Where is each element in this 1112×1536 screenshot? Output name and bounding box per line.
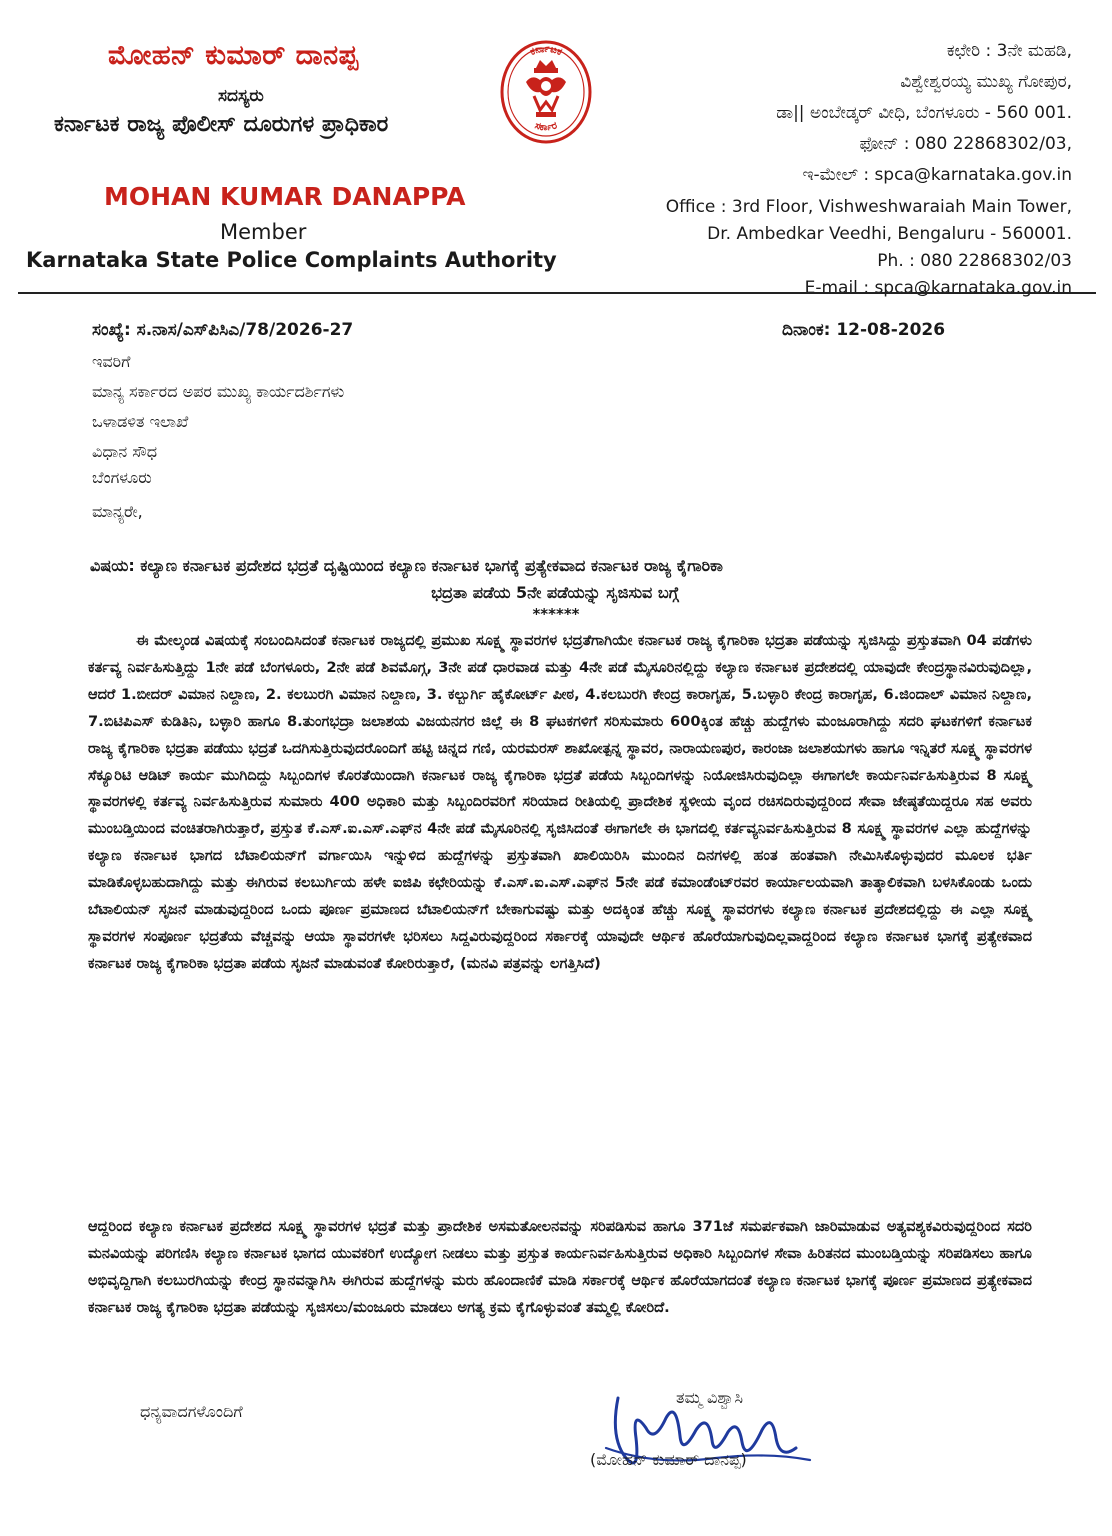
svg-text:ಸರ್ಕಾರ xyxy=(533,120,559,133)
recipient-line: ಮಾನ್ಯ ಸರ್ಕಾರದ ಅಪರ ಮುಖ್ಯ ಕಾರ್ಯದರ್ಶಿಗಳು xyxy=(92,382,345,401)
body-paragraph-1: ಈ ಮೇಲ್ಕಂಡ ವಿಷಯಕ್ಕೆ ಸಂಬಂದಿಸಿದಂತೆ ಕರ್ನಾಟಕ ರಾಜ್ಯದಲ್ಲಿ ಪ್ರಮುಖ ಸೂಕ್ಷ್ಮ ಸ್ಥಾವರಗಳ ಭದ್ರತೆಗಾಗಿಯೇ ಕರ್ನಾಟಕ ರಾಜ್ಯ ಕೈಗಾರಿಕಾ ಭದ್ರತಾ ಪಡೆಯನ್ನು ಸೃಜಿಸಿದ್ದು ಪ್ರಸ್ತುತವಾಗಿ 04 ಪಡೆಗಳು ಕರ್ತವ್ಯ ನಿರ್ವಹಿಸುತ್ತಿದ್ದು 1ನೇ ಪಡೆ ಬೆಂಗಳೂರು, 2ನೇ ಪಡೆ ಶಿವಮೊಗ್ಗ, 3ನೇ ಪಡೆ ಧಾರವಾಡ ಮತ್ತು 4ನೇ ಪಡೆ ಮೈಸೂರಿನಲ್ಲಿದ್ದು ಕಲ್ಯಾಣ ಕರ್ನಾಟಕ ಪ್ರದೇಶದಲ್ಲಿ ಯಾವುದೇ ಕೇಂದ್ರಸ್ಥಾನವಿರುವುದಿಲ್ಲಾ, ಆದರೆ 1.ಬೀದರ್ ವಿಮಾನ ನಿಲ್ದಾಣ, 2. ಕಲಬುರಗಿ ವಿಮಾನ ನಿಲ್ದಾಣ, 3. ಕಲ್ಬುರ್ಗಿ ಹೈಕೋರ್ಟ್ ಪೀಠ, 4.ಕಲಬುರಗಿ ಕೇಂದ್ರ ಕಾರಾಗೃಹ, 5.ಬಳ್ಳಾರಿ ಕೇಂದ್ರ ಕಾರಾಗೃಹ, 6.ಜಿಂದಾಲ್ ವಿಮಾನ ನಿಲ್ದಾಣ, 7.ಬಿಟಿಪಿಎಸ್ ಕುಡಿತಿನಿ, ಬಳ್ಳಾರಿ ಹಾಗೂ 8.ತುಂಗಭದ್ರಾ ಜಲಾಶಯ ವಿಜಯನಗರ ಜಿಲ್ಲೆ ಈ 8 ಘಟಕಗಳಿಗೆ ಸರಿಸುಮಾರು 600ಕ್ಕಿಂತ ಹೆಚ್ಚು ಹುದ್ದೆಗಳು ಮಂಜೂರಾಗಿದ್ದು ಸದರಿ ಘಟಕಗಳಿಗೆ ಕರ್ನಾಟಕ ರಾಜ್ಯ ಕೈಗಾರಿಕಾ ಭದ್ರತಾ ಪಡೆಯು ಭದ್ರತೆ ಒದಗಿಸುತ್ತಿರುವುದರೊಂದಿಗೆ ಹಟ್ಟಿ ಚಿನ್ನದ ಗಣಿ, ಯರಮರಸ್ ಶಾಖೋತ್ಪನ್ನ ಸ್ಥಾವರ, ನಾರಾಯಣಪುರ, ಕಾರಂಜಾ ಜಲಾಶಯಗಳು ಹಾಗೂ ಇನ್ನಿತರೆ ಸೂಕ್ಷ್ಮ ಸ್ಥಾವರಗಳ ಸೆಕ್ಯೂರಿಟಿ ಆಡಿಟ್ ಕಾರ್ಯ ಮುಗಿದಿದ್ದು ಸಿಬ್ಬಂದಿಗಳ ಕೊರತೆಯಿಂದಾಗಿ ಕರ್ನಾಟಕ ರಾಜ್ಯ ಕೈಗಾರಿಕಾ ಭದ್ರತೆ ಪಡೆಯ ಸಿಬ್ಬಂದಿಗಳನ್ನು ನಿಯೋಜಿಸಿರುವುದಿಲ್ಲಾ ಈಗಾಗಲೇ ಕಾರ್ಯನಿರ್ವಹಿಸುತ್ತಿರುವ 8 ಸೂಕ್ಷ್ಮ ಸ್ಥಾವರಗಳಲ್ಲಿ ಕರ್ತವ್ಯ ನಿರ್ವಹಿಸುತ್ತಿರುವ ಸುಮಾರು 400 ಅಧಿಕಾರಿ ಮತ್ತು ಸಿಬ್ಬಂದಿರವರಿಗೆ ಸರಿಯಾದ ರೀತಿಯಲ್ಲಿ ಪ್ರಾದೇಶಿಕ ಸ್ಥಳೀಯ ವೃಂದ ರಚಿಸದಿರುವುದ್ದರಿಂದ ಸೇವಾ ಜೇಷ್ಠತೆಯಿದ್ದರೂ ಸಹ ಅವರು ಮುಂಬಡ್ತಿಯಿಂದ ವಂಚಿತರಾಗಿರುತ್ತಾರೆ, ಪ್ರಸ್ತುತ ಕೆ.ಎಸ್.ಐ.ಎಸ್.ಎಫ್‌ನ 4ನೇ ಪಡೆ ಮೈಸೂರಿನಲ್ಲಿ ಸೃಜಿಸಿದಂತೆ ಈಗಾಗಲೇ ಈ ಭಾಗದಲ್ಲಿ ಕರ್ತವ್ಯನಿರ್ವಹಿಸುತ್ತಿರುವ 8 ಸೂಕ್ಷ್ಮ ಸ್ಥಾವರಗಳ ಎಲ್ಲಾ ಹುದ್ದೆಗಳನ್ನು ಕಲ್ಯಾಣ ಕರ್ನಾಟಕ ಭಾಗದ ಬೆಟಾಲಿಯನ್‌ಗೆ ವರ್ಗಾಯಿಸಿ ಇನ್ನುಳಿದ ಹುದ್ದೆಗಳನ್ನು ಪ್ರಸ್ತುತವಾಗಿ ಖಾಲಿಯಿರಿಸಿ ಮುಂದಿನ ದಿನಗಳಲ್ಲಿ ಹಂತ ಹಂತವಾಗಿ ನೇಮಿಸಿಕೊಳ್ಳುವುದರ ಮೂಲಕ ಭರ್ತಿ ಮಾಡಿಕೊಳ್ಳಬಹುದಾಗಿದ್ದು ಮತ್ತು ಈಗಿರುವ ಕಲಬುರ್ಗಿಯ ಹಳೇ ಐಜಿಪಿ ಕಛೇರಿಯನ್ನು ಕೆ.ಎಸ್.ಐ.ಎಸ್.ಎಫ್‌ನ 5ನೇ ಪಡೆ ಕಮಾಂಡೆಂಟ್‌ರವರ ಕಾರ್ಯಾಲಯವಾಗಿ ತಾತ್ಕಾಲಿಕವಾಗಿ ಬಳಸಿಕೊಂಡು ಒಂದು ಬೆಟಾಲಿಯನ್ ಸೃಜನೆ ಮಾಡುವುದ್ದರಿಂದ ಒಂದು ಪೂರ್ಣ ಪ್ರಮಾಣದ ಬೆಟಾಲಿಯನ್‌ಗೆ ಬೇಕಾಗುವಷ್ಟು ಮತ್ತು ಅದಕ್ಕಿಂತ ಹೆಚ್ಚು ಸೂಕ್ಷ್ಮ ಸ್ಥಾವರಗಳು ಕಲ್ಯಾಣ ಕರ್ನಾಟಕ ಪ್ರದೇಶದಲ್ಲಿದ್ದು ಈ ಎಲ್ಲಾ ಸೂಕ್ಷ್ಮ ಸ್ಥಾವರಗಳ ಸಂಪೂರ್ಣ ಭದ್ರತೆಯ ವೆಚ್ಚವನ್ನು ಆಯಾ ಸ್ಥಾವರಗಳೇ ಭರಿಸಲು ಸಿದ್ದವಿರುವುದ್ದರಿಂದ ಸರ್ಕಾರಕ್ಕೆ ಯಾವುದೇ ಆರ್ಥಿಕ ಹೊರೆಯಾಗುವುದಿಲ್ಲವಾದ್ದರಿಂದ ಕಲ್ಯಾಣ ಕರ್ನಾಟಕ ಭಾಗಕ್ಕೆ ಪ್ರತ್ಯೇಕವಾದ ಕರ್ನಾಟಕ ರಾಜ್ಯ ಕೈಗಾರಿಕಾ ಭದ್ರತಾ ಪಡೆಯ ಸೃಜನೆ ಮಾಡುವಂತೆ ಕೋರಿರುತ್ತಾರೆ, (ಮನವಿ ಪತ್ರವನ್ನು ಲಗತ್ತಿಸಿದೆ) xyxy=(88,632,1032,972)
address-block-kannada xyxy=(776,36,1072,191)
subject-line-1: ವಿಷಯ: ಕಲ್ಯಾಣ ಕರ್ನಾಟಕ ಪ್ರದೇಶದ ಭದ್ರತೆ ದೃಷ್ಟಿಯಿಂದ ಕಲ್ಯಾಣ ಕರ್ನಾಟಕ ಭಾಗಕ್ಕೆ ಪ್ರತ್ಯೇಕವಾದ ಕರ್ನಾಟಕ ರಾಜ್ಯ ಕೈಗಾರಿಕಾ xyxy=(90,556,723,575)
email-line: E-mail : spca@karnataka.gov.in xyxy=(804,278,1072,298)
reference-number: ಸಂಖ್ಯೆ: ಸ.ನಾಸ/ಎಸ್‌ಪಿಸಿಎ/78/2026-27 xyxy=(92,320,354,340)
authority-name-english: Karnataka State Police Complaints Authority xyxy=(26,248,557,272)
emblem-text-bottom: ಸರ್ಕಾರ xyxy=(533,120,559,134)
address-block-english xyxy=(666,194,1072,302)
emblem-text-top: ಕರ್ನಾಟಕ xyxy=(528,43,564,59)
salutation: ಮಾನ್ಯರೇ, xyxy=(92,502,143,521)
svg-text:ಕರ್ನಾಟಕ xyxy=(529,43,564,58)
closing-sincerely: ತಮ್ಮ ವಿಶ್ವಾಸಿ xyxy=(676,1388,744,1407)
member-designation-kannada: ಸದಸ್ಯರು xyxy=(218,86,264,106)
member-name-kannada: ಮೋಹನ್ ಕುಮಾರ್ ದಾನಪ್ಪ xyxy=(108,40,359,71)
letterhead-divider xyxy=(18,292,1096,294)
address-line: Dr. Ambedkar Veedhi, Bengaluru - 560001. xyxy=(707,224,1072,244)
authority-name-kannada: ಕರ್ನಾಟಕ ರಾಜ್ಯ ಪೊಲೀಸ್ ದೂರುಗಳ ಪ್ರಾಧಿಕಾರ xyxy=(54,112,389,137)
karnataka-emblem-icon xyxy=(496,38,596,146)
address-line: ವಿಶ್ವೇಶ್ವರಯ್ಯ ಮುಖ್ಯ ಗೋಪುರ, xyxy=(900,72,1072,92)
signature-icon xyxy=(596,1378,816,1488)
email-line: ಇ-ಮೇಲ್ : spca@karnataka.gov.in xyxy=(802,165,1072,185)
address-line: ಡಾ|| ಅಂಬೇಡ್ಕರ್ ವೀಧಿ, ಬೆಂಗಳೂರು - 560 001. xyxy=(776,103,1072,123)
recipient-line: ಬೆಂಗಳೂರು xyxy=(92,468,152,487)
separator: ****** xyxy=(532,605,580,623)
signatory-name: (ಮೋಹನ್ ಕುಮಾರ್ ದಾನಪ್ಪ) xyxy=(590,1450,747,1469)
recipient-line: ಇವರಿಗೆ xyxy=(92,352,131,371)
address-line: Office : 3rd Floor, Vishweshwaraiah Main Tower, xyxy=(665,197,1072,217)
subject xyxy=(90,552,1020,606)
member-name-english: MOHAN KUMAR DANAPPA xyxy=(104,182,466,211)
member-designation-english: Member xyxy=(220,220,307,244)
phone-line: ಫೋನ್ : 080 22868302/03, xyxy=(859,134,1072,154)
phone-line: Ph. : 080 22868302/03 xyxy=(877,251,1072,271)
letter-date: ದಿನಾಂಕ: 12-08-2026 xyxy=(782,320,946,340)
address-line: ಕಛೇರಿ : 3ನೇ ಮಹಡಿ, xyxy=(946,41,1072,61)
subject-line-2: ಭದ್ರತಾ ಪಡೆಯ 5ನೇ ಪಡೆಯನ್ನು ಸೃಜಿಸುವ ಬಗ್ಗೆ xyxy=(431,583,679,602)
recipient-line: ಒಳಾಡಳಿತ ಇಲಾಖೆ xyxy=(92,412,189,431)
body-paragraph-2: ಆದ್ದರಿಂದ ಕಲ್ಯಾಣ ಕರ್ನಾಟಕ ಪ್ರದೇಶದ ಸೂಕ್ಷ್ಮ ಸ್ಥಾವರಗಳ ಭದ್ರತೆ ಮತ್ತು ಪ್ರಾದೇಶಿಕ ಅಸಮತೋಲನವನ್ನು ಸರಿಪಡಿಸುವ ಹಾಗೂ 371ಜೆ ಸಮರ್ಪಕವಾಗಿ ಜಾರಿಮಾಡುವ ಅತ್ಯವಶ್ಯಕವಿರುವುದ್ದರಿಂದ ಸದರಿ ಮನವಿಯನ್ನು ಪರಿಗಣಿಸಿ ಕಲ್ಯಾಣ ಕರ್ನಾಟಕ ಭಾಗದ ಯುವಕರಿಗೆ ಉದ್ಯೋಗ ನೀಡಲು ಮತ್ತು ಪ್ರಸ್ತುತ ಕಾರ್ಯನಿರ್ವಹಿಸುತ್ತಿರುವ ಅಧಿಕಾರಿ ಸಿಬ್ಬಂದಿಗಳ ಸೇವಾ ಹಿರಿತನದ ಮುಂಬಡ್ತಿಯನ್ನು ಸರಿಪಡಿಸಲು ಹಾಗೂ ಅಭಿವೃದ್ದಿಗಾಗಿ ಕಲಬುರಗಿಯನ್ನು ಕೇಂದ್ರ ಸ್ಥಾನವನ್ನಾಗಿಸಿ ಈಗಿರುವ ಹುದ್ದೆಗಳನ್ನು ಮರು ಹೊಂದಾಣಿಕೆ ಮಾಡಿ ಸರ್ಕಾರಕ್ಕೆ ಆರ್ಥಿಕ ಹೊರೆಯಾಗದಂತೆ ಕಲ್ಯಾಣ ಕರ್ನಾಟಕ ಭಾಗಕ್ಕೆ ಪೂರ್ಣ ಪ್ರಮಾಣದ ಪ್ರತ್ಯೇಕವಾದ ಕರ್ನಾಟಕ ರಾಜ್ಯ ಕೈಗಾರಿಕಾ ಭದ್ರತಾ ಪಡೆಯನ್ನು ಸೃಜಿಸಲು/ಮಂಜೂರು ಮಾಡಲು ಅಗತ್ಯ ಕ್ರಮ ಕೈಗೊಳ್ಳುವಂತೆ ತಮ್ಮಲ್ಲಿ ಕೋರಿದೆ. xyxy=(88,1218,1032,1316)
recipient-line: ವಿಧಾನ ಸೌಧ xyxy=(92,442,158,461)
closing-thanks: ಧನ್ಯವಾದಗಳೊಂದಿಗೆ xyxy=(140,1402,243,1421)
